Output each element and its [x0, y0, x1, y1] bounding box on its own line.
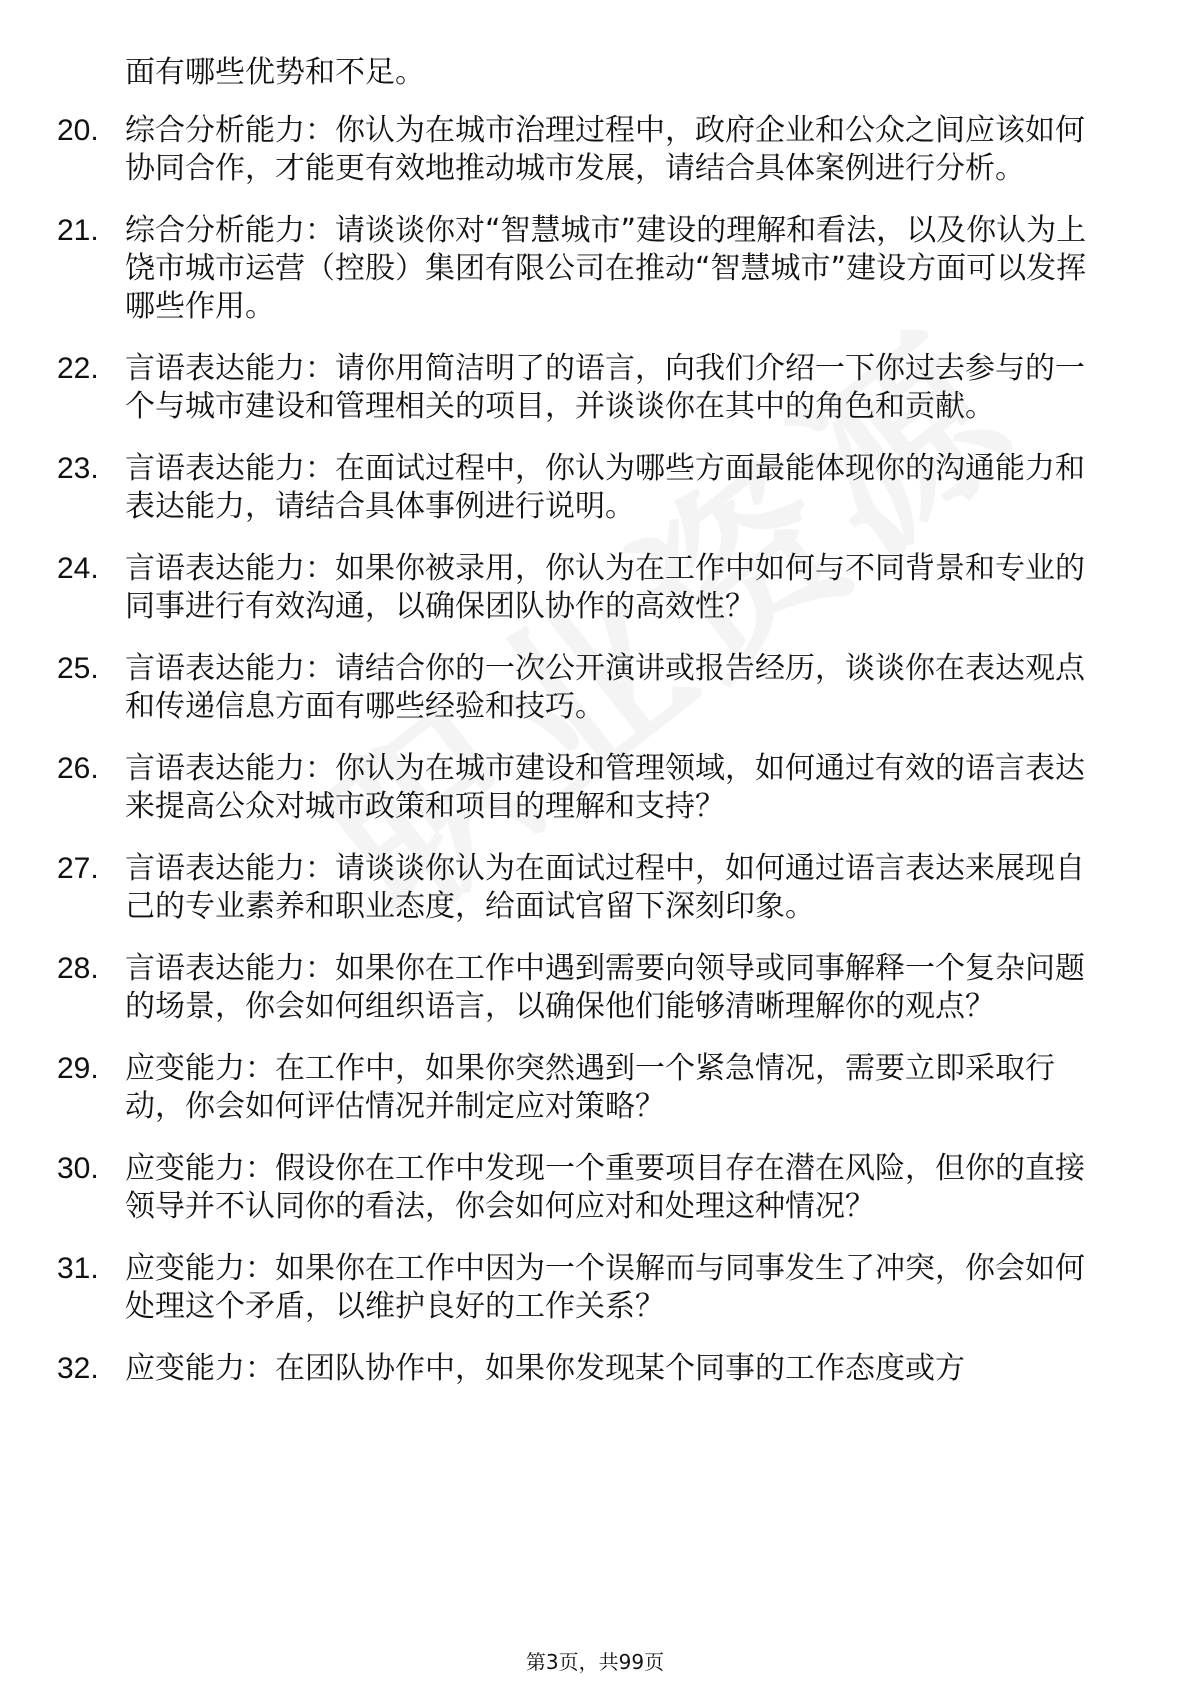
- item-text: 应变能力：在工作中，如果你突然遇到一个紧急情况，需要立即采取行动，你会如何评估情况并制定应对策略？: [125, 1051, 1055, 1124]
- list-item: [0, 112, 1190, 188]
- item-number: 31.: [57, 1252, 99, 1285]
- item-number: 24.: [57, 552, 99, 585]
- list-item: [0, 1050, 1190, 1126]
- item-text: 应变能力：如果你在工作中因为一个误解而与同事发生了冲突，你会如何处理这个矛盾，以维护良好的工作关系？: [125, 1251, 1085, 1324]
- item-number: 20.: [57, 114, 99, 147]
- page-footer: 第3页，共99页: [525, 1650, 665, 1674]
- item-text: 言语表达能力：在面试过程中，你认为哪些方面最能体现你的沟通能力和表达能力，请结合具体事例进行说明。: [125, 451, 1085, 524]
- list-item: [0, 1250, 1190, 1326]
- item-number: 32.: [57, 1352, 99, 1385]
- list-item: [0, 750, 1190, 826]
- item-text: 言语表达能力：如果你被录用，你认为在工作中如何与不同背景和专业的同事进行有效沟通，以确保团队协作的高效性？: [125, 551, 1085, 624]
- item-number: 23.: [57, 452, 99, 485]
- item-text: 言语表达能力：你认为在城市建设和管理领域，如何通过有效的语言表达来提高公众对城市政策和项目的理解和支持？: [125, 751, 1085, 824]
- item-text: 言语表达能力：请结合你的一次公开演讲或报告经历，谈谈你在表达观点和传递信息方面有哪些经验和技巧。: [125, 651, 1085, 724]
- item-text: 综合分析能力：你认为在城市治理过程中，政府企业和公众之间应该如何协同合作，才能更有效地推动城市发展，请结合具体案例进行分析。: [125, 113, 1085, 186]
- item-number: 30.: [57, 1152, 99, 1185]
- item-number: 25.: [57, 652, 99, 685]
- list-item: [0, 1150, 1190, 1226]
- item-text: 言语表达能力：请你用简洁明了的语言，向我们介绍一下你过去参与的一个与城市建设和管理相关的项目，并谈谈你在其中的角色和贡献。: [125, 351, 1085, 424]
- item-number: 27.: [57, 852, 99, 885]
- item-number: 29.: [57, 1052, 99, 1085]
- item-number: 26.: [57, 752, 99, 785]
- item-number: 22.: [57, 352, 99, 385]
- list-item: [0, 950, 1190, 1026]
- item-number: 28.: [57, 952, 99, 985]
- list-item: [0, 550, 1190, 626]
- item-text: 应变能力：在团队协作中，如果你发现某个同事的工作态度或方: [125, 1351, 965, 1386]
- item-text: 应变能力：假设你在工作中发现一个重要项目存在潜在风险，但你的直接领导并不认同你的看法，你会如何应对和处理这种情况？: [125, 1151, 1085, 1224]
- item-text: 言语表达能力：请谈谈你认为在面试过程中，如何通过语言表达来展现自己的专业素养和职业态度，给面试官留下深刻印象。: [125, 851, 1085, 924]
- list-item: [0, 850, 1190, 926]
- list-item: [0, 450, 1190, 526]
- question-list: [0, 112, 1190, 1412]
- list-item: [0, 1350, 1190, 1388]
- list-item: [0, 650, 1190, 726]
- item-text: 言语表达能力：如果你在工作中遇到需要向领导或同事解释一个复杂问题的场景，你会如何组织语言，以确保他们能够清晰理解你的观点？: [125, 951, 1085, 1024]
- continuation-text: 面有哪些优势和不足。: [125, 55, 425, 90]
- list-item: [0, 212, 1190, 326]
- list-item: [0, 350, 1190, 426]
- item-text: 综合分析能力：请谈谈你对“智慧城市”建设的理解和看法，以及你认为上饶市城市运营（控股）集团有限公司在推动“智慧城市”建设方面可以发挥哪些作用。: [125, 213, 1087, 324]
- item-number: 21.: [57, 214, 99, 247]
